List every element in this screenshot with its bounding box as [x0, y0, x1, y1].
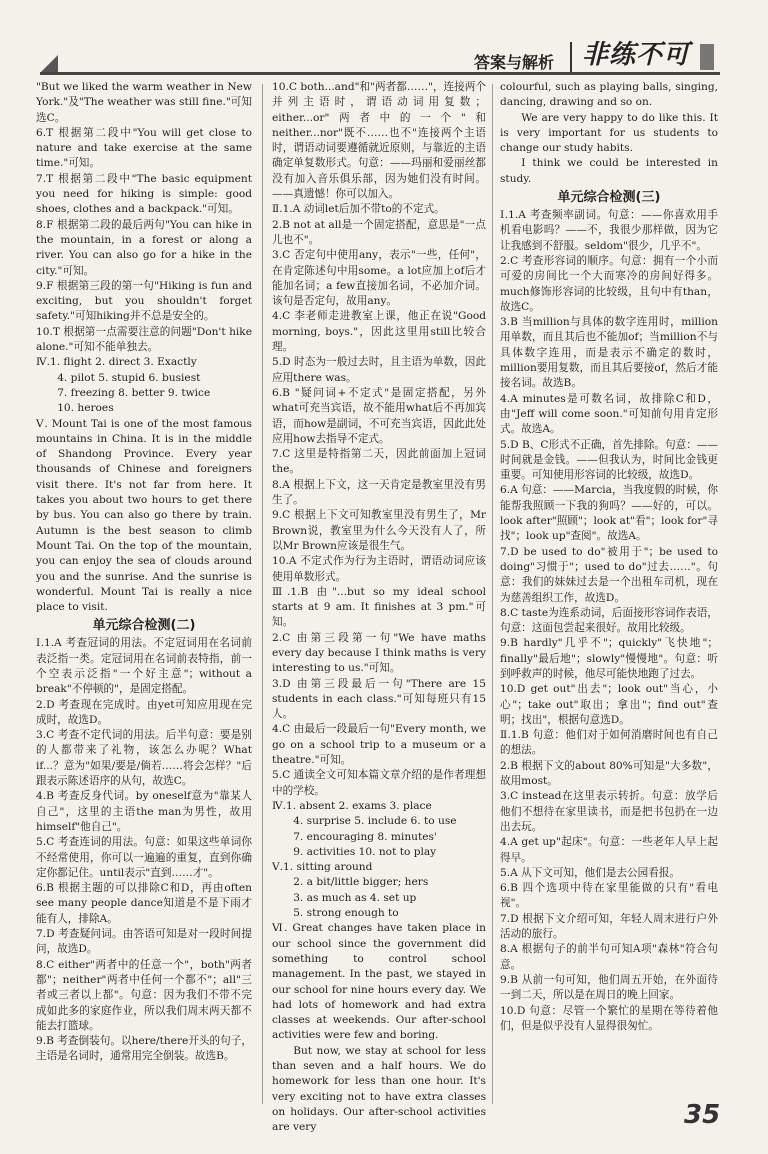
column-3	[500, 80, 718, 1034]
answer-line: 8.A 根据句子的前半句可知A项"森林"符合句意。	[500, 943, 718, 971]
answer-line: 2.C 由第三段第一句"We have maths every day because I think maths is very interesting to us."可知。	[272, 631, 486, 675]
answer-line: 6.B "疑问词+不定式"是固定搭配，另外what可充当宾语，故不能用what后不再加宾语，而how是副词，不可充当宾语，因此此处应用how去指导不定式。	[272, 386, 486, 445]
answer-line: 2.B not at all是一个固定搭配，意思是"一点儿也不"。	[272, 218, 486, 246]
answer-line: 2.B 根据下文的about 80%可知是"大多数"，故用most。	[500, 759, 718, 788]
answer-line: 8.A 根据上下文，这一天肯定是教室里没有男生了。	[272, 478, 486, 507]
essay-paragraph: We are very happy to do like this. It is very important for us students to change our study habits.	[500, 111, 718, 155]
answer-line: Ⅱ.1.A 动词let后加不带to的不定式。	[272, 203, 445, 216]
essay-paragraph: Ⅴ. Mount Tai is one of the most famous mountains in China. It is in the middle of Shandong Province. Every year thousands of Chinese and foreigners visit there. It's not far from here. It takes you about two hours to get there by bus. You can also go there by train. Autumn is the best season to climb Mount Tai. On the top of the mountain, you can enjoy the sea of clouds around you and the sunrise. And the sunrise is wonderful. Mount Tai is really a nice place to visit.	[36, 417, 252, 614]
answer-line: 10.C both...and"和"两者都……"，连接两个并列主语时，谓语动词用复数；either...or"两者中的一个"和neither...nor"既不……也不"连接两个主语时，谓语动词要遵循就近原则，与靠近的主语确定单复数形式。句意：——玛丽和爱丽丝都没有加入音乐俱乐部，因为她们没有时间。——真遗憾！你可以加入。	[272, 81, 486, 201]
answer-line: 7.D 考查疑问词。由答语可知是对一段时间提问，故选D。	[36, 928, 252, 956]
answer-line: 8.C taste为连系动词，后面接形容词作表语，句意：这面包尝起来很好。故用比较级。	[500, 606, 718, 635]
answer-line: "But we liked the warm weather in New York."及"The weather was still fine."可知选C。	[36, 81, 252, 124]
section-title: 单元综合检测(二)	[92, 618, 196, 634]
essay-paragraph: Ⅵ. Great changes have taken place in our school since the government did something to control school management. In the past, we stayed in our school for nine hours every day. We had lots of homework and had extra classes at weekends. Our after-school activities were few and boring.	[272, 922, 486, 1042]
answer-line: 5.C 考查连词的用法。句意：如果这些单词你不经常使用，你可以一遍遍的重复，直到你确定你都记住。until表示"直到……才"。	[36, 836, 252, 879]
answer-line: 10.D 句意：尽管一个繁忙的星期在等待着他们，但是似乎没有人显得很匆忙。	[500, 1004, 718, 1032]
answer-line: 10. heroes	[57, 402, 114, 415]
answer-line: 9. activities 10. not to play	[293, 845, 437, 858]
answer-line: 9.B 考查倒装句。以here/there开头的句子，主语是名词时，通常用完全倒装。故选B。	[36, 1035, 252, 1063]
answer-line: 7.D 根据下文介绍可知，年轻人周末进行户外活动的旅行。	[500, 912, 718, 941]
answer-line: Ⅰ.1.A 考查频率副词。句意：——你喜欢用手机看电影吗？——不，我很少那样做，因为它让我感到不舒服。seldom"很少，几乎不"。	[500, 209, 718, 252]
answer-line: 4. pilot 5. stupid 6. busiest	[57, 371, 201, 384]
answer-line: 4.A get up"起床"。句意：一些老年人早上起得早。	[500, 836, 718, 864]
answer-line: 3.C 考查不定代词的用法。后半句意：要是别的人都带来了礼物，该怎么办呢？What if...？意为"如果/要是/倘若……将会怎样？"后跟表示陈述语序的从句，故选C。	[36, 729, 252, 788]
answer-line: 3.C 否定句中使用any，表示"一些，任何"，在肯定陈述句中用some。a lot应加上of后才能加名词；a few直接加名词，不必加介词。该句是否定句，故用any。	[272, 249, 486, 308]
answer-line: 5. strong enough to	[293, 907, 399, 920]
answer-line: 6.T 根据第二段中"You will get close to nature and take exercise at the same time."可知。	[36, 126, 252, 170]
answer-line: 4.C 李老师走进教室上课，他正在说"Good morning, boys."，因此这里用still比较合理。	[272, 310, 486, 354]
answer-line: 5.C 通读全文可知本篇文章介绍的是作者理想中的学校。	[272, 769, 486, 797]
answer-line: 9.B 从前一句可知，他们周五开始，在外面待一到二天，所以是在周日的晚上回家。	[500, 973, 718, 1002]
answer-line: 9.F 根据第三段的第一句"Hiking is fun and exciting, but you shouldn't forget safety."可知hiking并不总是安全的。	[36, 279, 252, 323]
answer-line: 7.T 根据第二段中"The basic equipment you need for hiking is simple: good shoes, clothes and a backpack."可知。	[36, 172, 252, 216]
answer-line: 3. as much as 4. set up	[293, 891, 417, 904]
answer-line: 10.T 根据第一点需要注意的问题"Don't hike alone."可知不能单独去。	[36, 325, 252, 354]
answer-line: 7.D be used to do"被用于"；be used to doing"习惯于"；used to do"过去……"。句意：我们的妹妹过去是一个出租车司机，现在为慈善组织工作，故选D。	[500, 545, 718, 604]
answer-line: Ⅳ.1. absent 2. exams 3. place	[272, 799, 432, 812]
answer-line: 10.D get out"出去"；look out"当心，小心"；take out"取出；拿出"；find out"查明；找出"，根据句意选D。	[500, 683, 718, 726]
header-separator	[570, 42, 572, 72]
answer-line: 5.A 从下文可知，他们是去公园看报。	[500, 866, 681, 879]
header-triangle	[40, 55, 58, 73]
essay-paragraph: But now, we stay at school for less than seven and a half hours. We do homework for less than one hour. It's very exciting not to have extra classes on holidays. Our after-school activities are very	[272, 1044, 486, 1134]
column-1	[36, 80, 252, 1065]
answer-line: 8.C either"两者中的任意一个"，both"两者都"；neither"两者中任何一个都不"；all"三者或三者以上都"。句意：因为我们不带不完成如此多的家庭作业，所以我们周末两天都不能去打篮球。	[36, 958, 252, 1032]
answer-line: Ⅰ.1.A 考查冠词的用法。不定冠词用在名词前表泛指一类。定冠词用在名词前表特指，前一个空表示泛指"一个好主意"；without a break"不停顿的"，是固定搭配。	[36, 637, 252, 696]
answer-line: Ⅲ.1.B 由"...but so my ideal school starts at 9 am. It finishes at 3 pm."可知。	[272, 585, 486, 629]
answer-line: 3.C instead在这里表示转折。句意：放学后他们不想待在家里读书，而是把书包扔在一边出去玩。	[500, 790, 718, 833]
answer-line: 7. encouraging 8. minutes'	[293, 830, 437, 843]
answer-line: 6.B 根据主题的可以排除C和D，再由often see many people dance知道是不是下雨才能有人，排除A。	[36, 882, 252, 925]
answer-line: 5.D 时态为一般过去时，且主语为单数，因此应用there was。	[272, 356, 486, 384]
answer-line: Ⅱ.1.B 句意：他们对于如何消磨时间也有自己的想法。	[500, 729, 718, 757]
section-title: 单元综合检测(三)	[557, 190, 661, 206]
answer-line: Ⅴ.1. sitting around	[272, 861, 373, 874]
answer-line: 7. freezing 8. better 9. twice	[57, 386, 211, 399]
answer-line: 8.F 根据第二段的最后两句"You can hike in the mountain, in a forest or along a river. You can also go for a hike in the city."可知。	[36, 218, 252, 277]
answer-line: 4.B 考查反身代词。by oneself意为"靠某人自己"，这里的主语the man为男性，故用himself"他自己"。	[36, 790, 252, 833]
answer-line: 9.B hardly"几乎不"；quickly"飞快地"；finally"最后地"；slowly"慢慢地"。句意：听到呼救声的时候，他尽可能快地跑了过去。	[500, 637, 718, 680]
page-header	[0, 0, 768, 80]
answer-line: 4. surprise 5. include 6. to use	[293, 815, 457, 828]
answer-line: 5.D B、C形式不正确，首先排除。句意：——时间就是金钱。——但我认为，时间比金钱更重要。可知使用形容词的比较级，故选D。	[500, 438, 718, 482]
column-2	[272, 80, 486, 1135]
answer-line: 9.C 根据上下文可知教室里没有男生了，Mr Brown说，教室里为什么今天没有人了，所以Mr Brown应该是很生气。	[272, 509, 486, 552]
essay-paragraph: colourful, such as playing balls, singing, dancing, drawing and so on.	[500, 81, 718, 109]
essay-paragraph: I think we could be interested in study.	[500, 157, 718, 185]
answer-line: 2. a bit/little bigger; hers	[293, 876, 429, 889]
header-rule	[40, 72, 720, 75]
answer-line: 6.B 四个选项中待在家里能做的只有"看电视"。	[500, 882, 718, 910]
logo-block	[700, 44, 714, 70]
column-divider	[492, 84, 493, 1104]
answer-line: 3.B 当million与具体的数字连用时，million用单数，而且其后也不能加of；当million不与具体数字连用，而是表示不确定的数时，million要用复数，而且其后要接of，然后才能接名词。故选B。	[500, 316, 718, 390]
header-title: 答案与解析	[474, 53, 555, 72]
answer-line: 3.D 由第三段最后一句"There are 15 students in each class."可知每班只有15人。	[272, 677, 486, 721]
answer-line: Ⅳ.1. flight 2. direct 3. Exactly	[36, 356, 197, 369]
column-divider	[262, 84, 263, 1104]
logo: 非练不可	[582, 40, 691, 70]
answer-line: 6.A 句意：——Marcia，当我度假的时候，你能帮我照顾一下我的狗吗？——好的，可以。look after"照顾"；look at"看"；look for"寻找"；look up"查阅"。故选A。	[500, 484, 718, 543]
answer-line: 4.A minutes是可数名词，故排除C和D，由"Jeff will come soon."可知前句用肯定形式。故选A。	[500, 392, 718, 436]
answer-line: 2.D 考查现在完成时。由yet可知应用现在完成时，故选D。	[36, 698, 252, 726]
page-number: 35	[684, 1100, 721, 1130]
answer-line: 7.C 这里是特指第二天，因此前面加上冠词the。	[272, 448, 486, 476]
answer-line: 4.C 由最后一段最后一句"Every month, we go on a school trip to a museum or a theatre."可知。	[272, 723, 486, 767]
answer-line: 2.C 考查形容词的顺序。句意：拥有一个小而可爱的房间比一个大而寒冷的房间好得多。much修饰形容词的比较级，且句中有than，故选C。	[500, 254, 718, 313]
answer-line: 10.A 不定式作为行为主语时，谓语动词应该使用单数形式。	[272, 555, 486, 583]
